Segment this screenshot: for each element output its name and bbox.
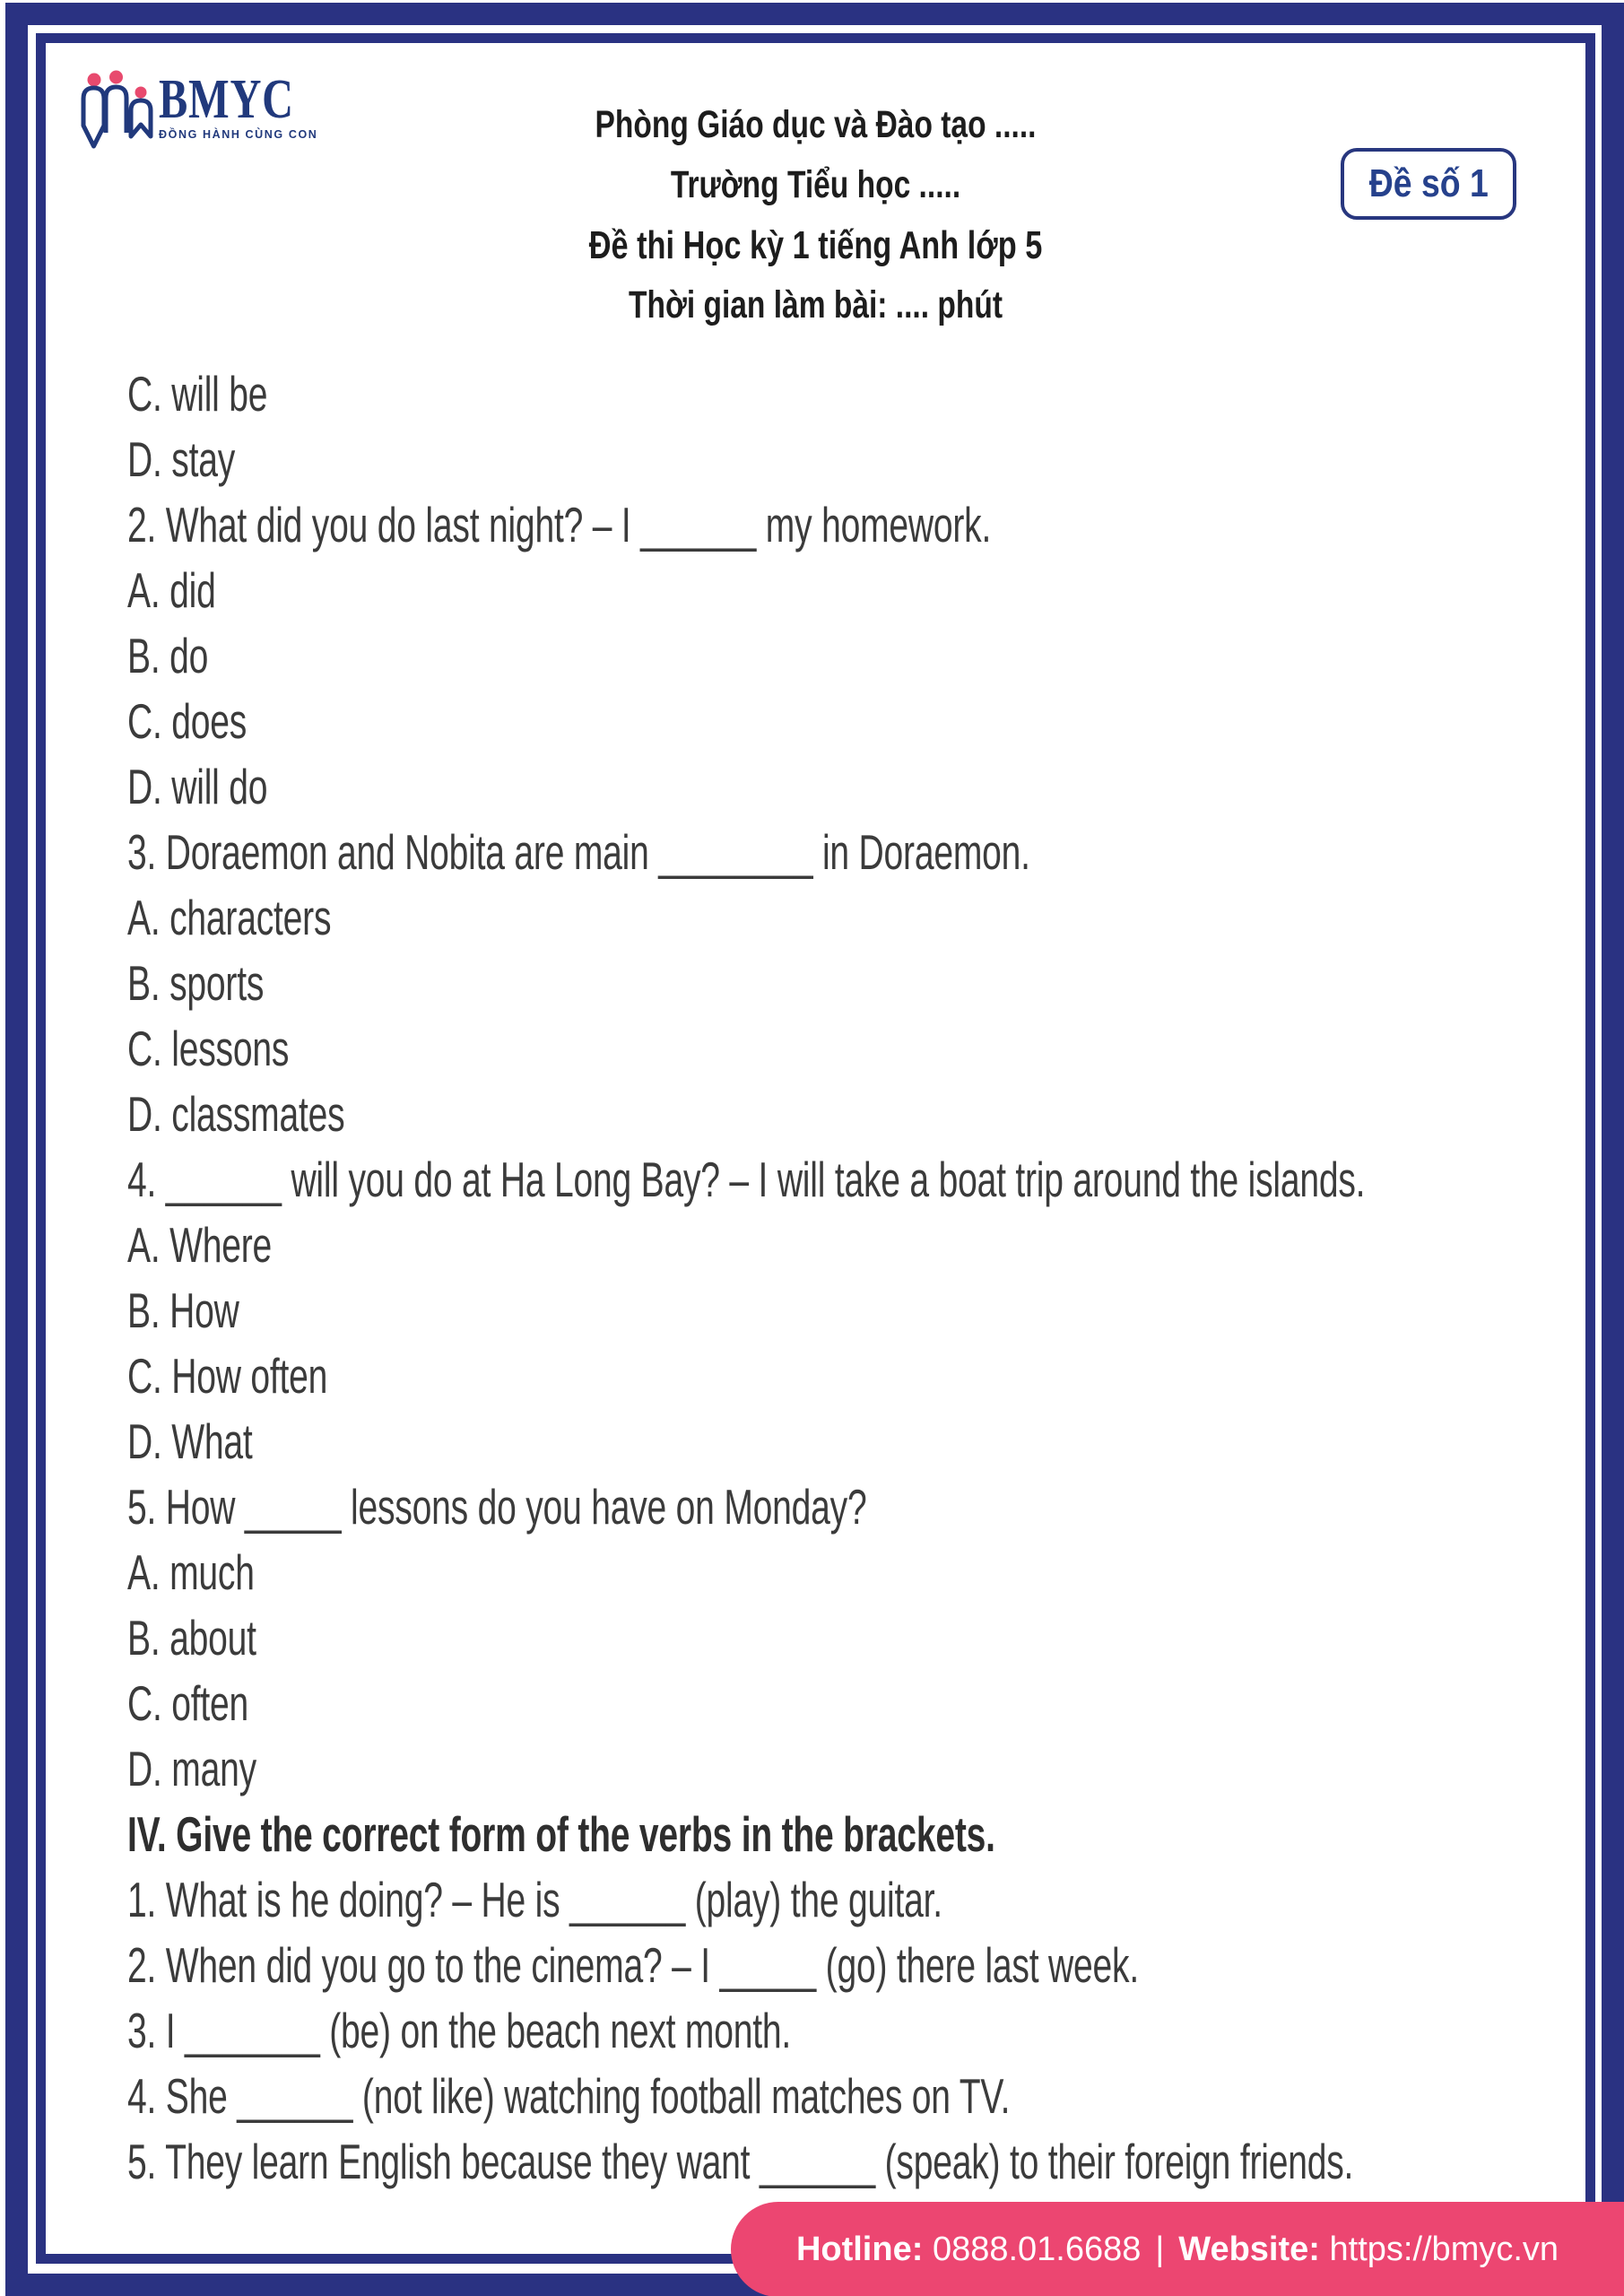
exam-line: D. will do <box>127 758 268 814</box>
exam-line: C. How often <box>127 1347 328 1404</box>
logo-tagline: ĐỒNG HÀNH CÙNG CON <box>159 128 318 141</box>
hotline-label: Hotline: <box>795 2230 924 2268</box>
exam-line: C. lessons <box>127 1020 290 1076</box>
footer-separator: | <box>1155 2230 1165 2268</box>
exam-line: D. What <box>127 1413 253 1469</box>
exam-line: 1. What is he doing? – He is ______ (play) the guitar. <box>127 1871 942 1927</box>
exam-line: 5. How _____ lessons do you have on Monday? <box>127 1478 867 1535</box>
exam-line: A. did <box>127 561 216 618</box>
exam-line: 4. ______ will you do at Ha Long Bay? – I will take a boat trip around the islands. <box>127 1151 1366 1207</box>
exam-line: B. about <box>127 1609 256 1665</box>
exam-number-label: Đề số 1 <box>1368 161 1489 205</box>
exam-title: Đề thi Học kỳ 1 tiếng Anh lớp 5 <box>588 222 1043 267</box>
footer-contact-bar <box>731 2202 1624 2296</box>
website-url: https://bmyc.vn <box>1329 2230 1559 2268</box>
logo-brand: BMYC <box>159 69 294 130</box>
exam-line: B. do <box>127 627 209 683</box>
header-school-line: Trường Tiểu học ..... <box>670 163 961 206</box>
exam-number-badge <box>1341 148 1516 220</box>
exam-line: C. often <box>127 1674 249 1731</box>
exam-line: A. much <box>127 1544 255 1600</box>
website-label: Website: <box>1178 2230 1320 2268</box>
exam-line: D. classmates <box>127 1085 345 1142</box>
exam-line: A. characters <box>127 889 332 945</box>
exam-line: 2. When did you go to the cinema? – I _____ (go) there last week. <box>127 1936 1139 1993</box>
exam-line: 2. What did you do last night? – I ______ my homework. <box>127 496 992 552</box>
exam-line: 3. I _______ (be) on the beach next month. <box>127 2002 792 2058</box>
exam-body <box>127 361 1607 2194</box>
exam-line: 3. Doraemon and Nobita are main ________ in Doraemon. <box>127 823 1030 880</box>
header-department-line: Phòng Giáo dục và Đào tạo ..... <box>595 103 1037 146</box>
person-head-icon <box>109 71 123 84</box>
exam-line: D. stay <box>127 430 236 487</box>
exam-line: C. does <box>127 692 248 749</box>
exam-duration: Thời gian làm bài: .... phút <box>628 283 1003 326</box>
exam-line: C. will be <box>127 365 268 422</box>
exam-line: B. How <box>127 1282 239 1338</box>
exam-line: 4. She ______ (not like) watching football matches on TV. <box>127 2067 1011 2124</box>
person-head-icon <box>88 74 101 87</box>
exam-line: 5. They learn English because they want ______ (speak) to their foreign friends. <box>127 2133 1354 2189</box>
exam-line: A. Where <box>127 1216 273 1273</box>
hotline-number: 0888.01.6688 <box>932 2230 1142 2268</box>
section-heading-line: IV. Give the correct form of the verbs in the brackets. <box>127 1805 995 1862</box>
exam-line: D. many <box>127 1740 256 1796</box>
exam-line: B. sports <box>127 954 265 1011</box>
